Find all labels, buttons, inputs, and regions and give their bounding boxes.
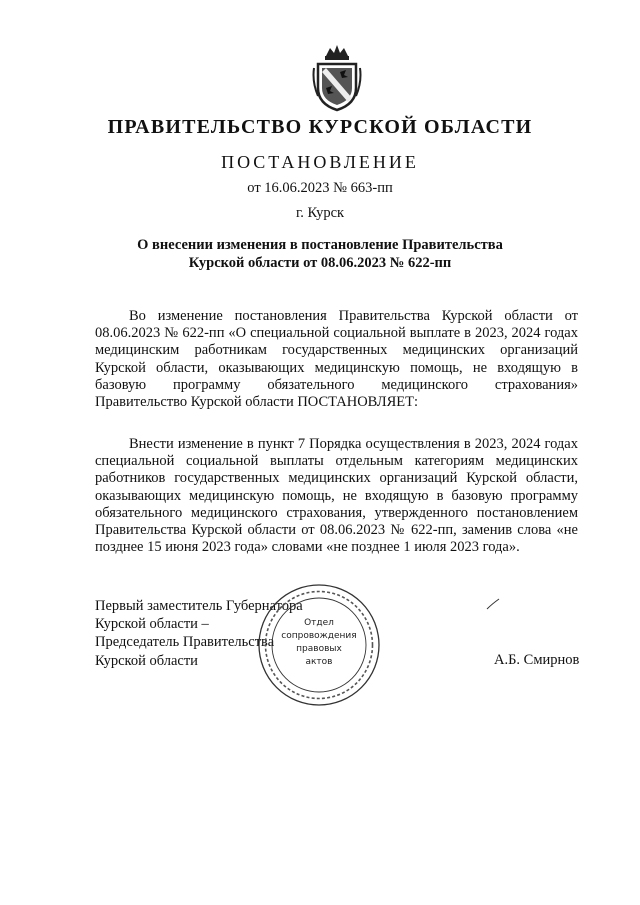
signatory-line: Курской области: [95, 652, 198, 669]
date-and-number: от 16.06.2023 № 663-пп: [247, 180, 393, 196]
signer-name: А.Б. Смирнов: [494, 652, 580, 668]
signatory-line: Курской области –: [95, 616, 209, 633]
subject-line: О внесении изменения в постановление Правительства: [137, 237, 503, 253]
stamp-text: актов: [305, 657, 333, 667]
stamp-text: сопровождения: [281, 631, 357, 641]
stamp-text: правовых: [296, 644, 342, 654]
signatory-line: Председатель Правительства: [95, 634, 275, 651]
stamp-text: Отдел: [304, 618, 334, 628]
signatory-line: Первый заместитель Губернатора: [95, 598, 303, 614]
decree-subject: [0, 236, 640, 272]
body-paragraph: Во изменение постановления Правительства Курской области от 08.06.2023 № 622-пп «О специальной социальной выплате в 2023, 2024 годах медицинским работникам государственных медицинских организаций Курской области, оказывающих медицинскую помощь, не входящую в базовую программу обязательного медицинского страхования» Правительство Курской области ПОСТАНОВЛЯЕТ:: [95, 308, 578, 411]
city: г. Курск: [295, 205, 345, 221]
document-type: ПОСТАНОВЛЕНИЕ: [221, 152, 419, 172]
coat-of-arms-icon: [312, 42, 362, 114]
government-title: ПРАВИТЕЛЬСТВО КУРСКОЙ ОБЛАСТИ: [107, 116, 533, 138]
body-paragraph: Внести изменение в пункт 7 Порядка осуществления в 2023, 2024 годах специальной социальной выплаты отдельным категориям медицинских работников государственных медицинских организаций Курской области, оказывающих медицинскую помощь, не входящую в базовую программу обязательного медицинского страхования, утвержденного постановлением Правительства Курской области от 08.06.2023 № 622-пп, заменив слова «не позднее 15 июня 2023 года» словами «не позднее 1 июля 2023 года».: [95, 436, 578, 556]
subject-line: Курской области от 08.06.2023 № 622-пп: [188, 255, 452, 271]
signature-mark-icon: [486, 598, 500, 610]
